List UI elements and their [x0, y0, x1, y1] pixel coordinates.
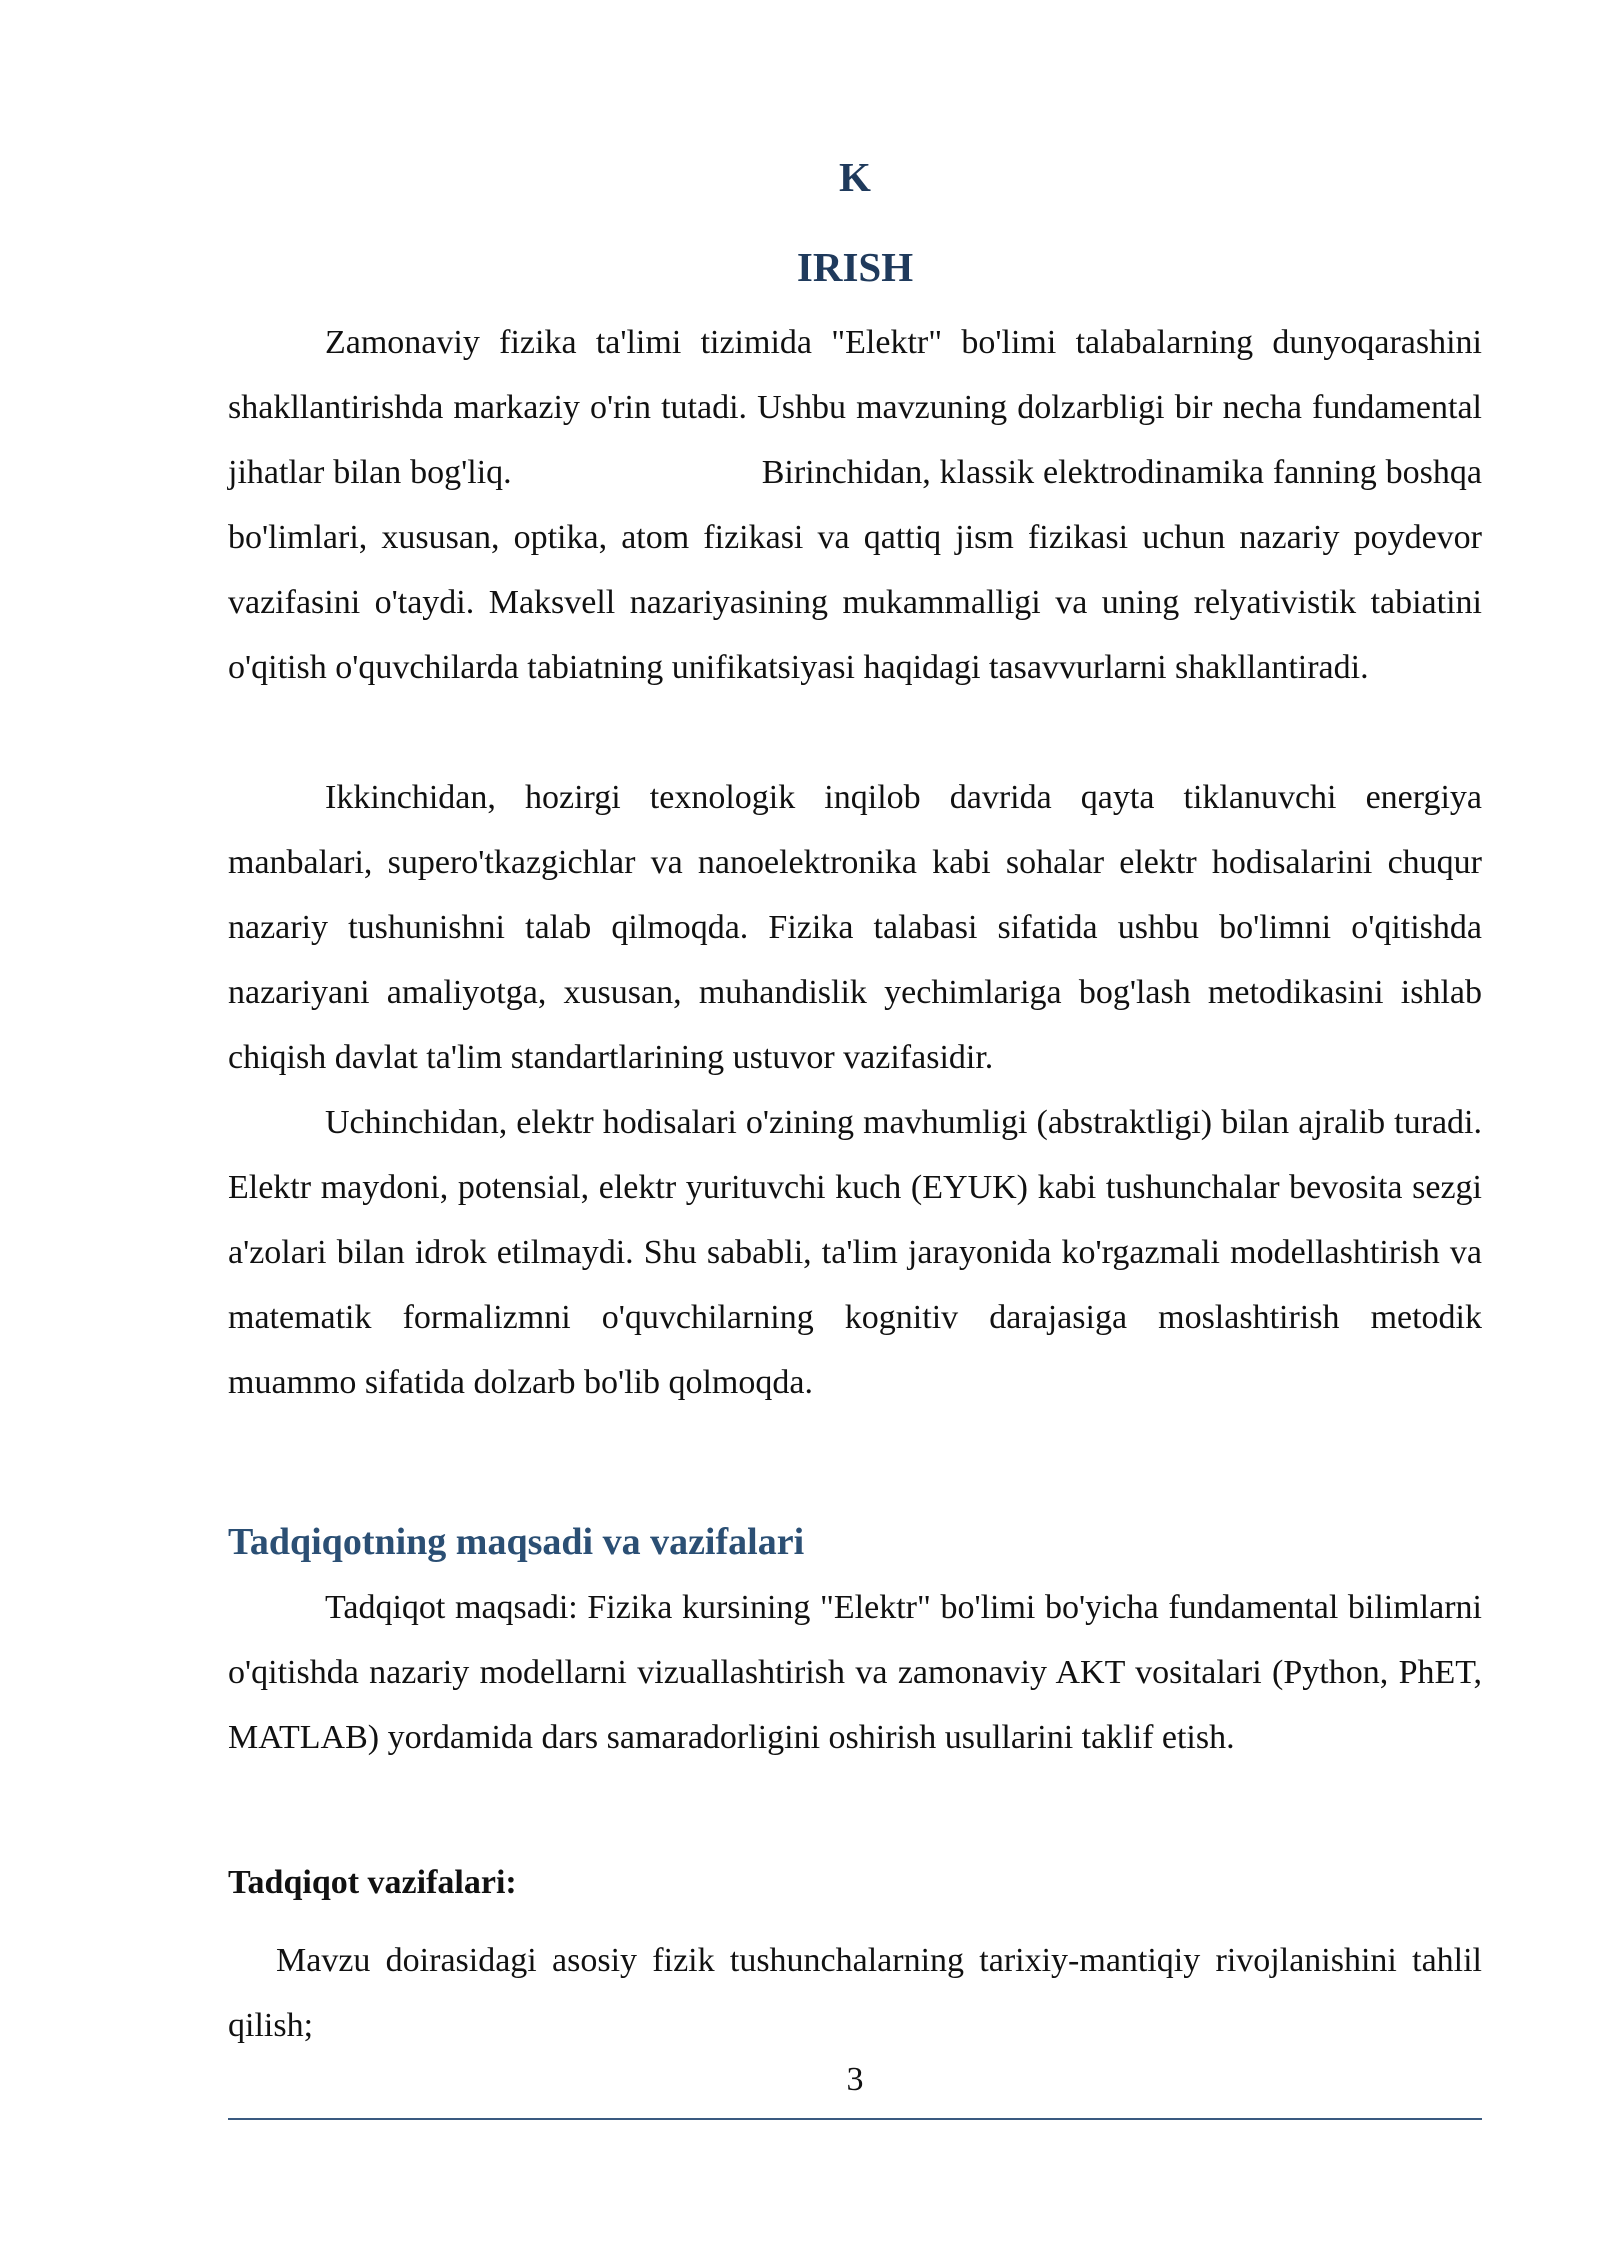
page-number: 3	[846, 2061, 864, 2098]
body-paragraph-2: Ikkinchidan, hozirgi texnologik inqilob davrida qayta tiklanuvchi energiya manbalari, supero'tkazgichlar va nanoelektronika kabi sohalar elektr hodisalarini chuqur nazariy tushunishni talab qilmoqda. Fizika talabasi sifatida ushbu bo'limni o'qitishda nazariyani amaliyotga, xususan, muhandislik yechimlariga bog'lash metodikasini ishlab chiqish davlat ta'lim standartlarining ustuvor vazifasidir.	[228, 779, 1482, 1076]
tasks-heading: Tadqiqot vazifalari:	[228, 1864, 517, 1901]
document-page	[228, 0, 1491, 2262]
purpose-paragraph: Tadqiqot maqsadi: Fizika kursining "Elektr" bo'limi bo'yicha fundamental bilimlarni o'qitishda nazariy modellarni vizuallashtirish va zamonaviy AKT vositalari (Python, PhET, MATLAB) yordamida dars samaradorligini oshirish usullarini taklif etish.	[228, 1589, 1482, 1756]
task-item-1: Mavzu doirasidagi asosiy fizik tushunchalarning tarixiy-mantiqiy rivojlanishini tahlil qilish;	[228, 1942, 1482, 2044]
chapter-title-line-2: IRISH	[796, 244, 914, 290]
footer-divider	[228, 2118, 1482, 2120]
chapter-title-line-1: K	[839, 154, 871, 200]
body-paragraph-3: Uchinchidan, elektr hodisalari o'zining mavhumligi (abstraktligi) bilan ajralib turadi. Elektr maydoni, potensial, elektr yurituvchi kuch (EYUK) kabi tushunchalar bevosita sezgi a'zolari bilan idrok etilmaydi. Shu sababli, ta'lim jarayonida ko'rgazmali modellashtirish va matematik formalizmni o'quvchilarning kognitiv darajasiga moslashtirish metodik muammo sifatida dolzarb bo'lib qolmoqda.	[228, 1104, 1482, 1401]
section-heading: Tadqiqotning maqsadi va vazifalari	[228, 1521, 805, 1563]
body-paragraph-1: Zamonaviy fizika ta'limi tizimida "Elektr" bo'limi talabalarning dunyoqarashini shakllantirishda markaziy o'rin tutadi. Ushbu mavzuning dolzarbligi bir necha fundamental jihatlar bilan bog'liq. Birinchidan, klassik elektrodinamika fanning boshqa bo'limlari, xususan, optika, atom fizikasi va qattiq jism fizikasi uchun nazariy poydevor vazifasini o'taydi. Maksvell nazariyasining mukammalligi va uning relyativistik tabiatini o'qitish o'quvchilarda tabiatning unifikatsiyasi haqidagi tasavvurlarni shakllantiradi.	[228, 324, 1491, 686]
